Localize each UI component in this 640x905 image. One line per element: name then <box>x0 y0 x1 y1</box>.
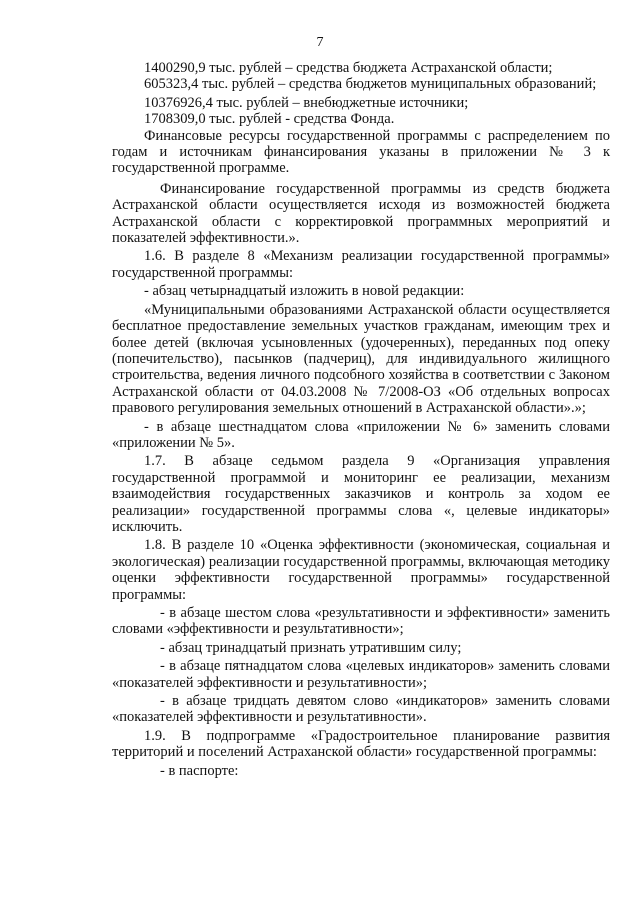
paragraph-abzac-15: - в абзаце пятнадцатом слова «целевых индикаторов» заменить словами «показателей эффективности и результативности»; <box>112 658 610 691</box>
paragraph-abzac-13: - абзац тринадцатый признать утратившим силу; <box>160 639 462 656</box>
document-body <box>112 60 610 779</box>
paragraph-abzac-6: - в абзаце шестом слова «результативности и эффективности» заменить словами «эффективности и результативности»; <box>112 605 610 638</box>
page-number: 7 <box>316 35 324 50</box>
paragraph-abzac-14: - абзац четырнадцатый изложить в новой редакции: <box>144 283 465 300</box>
paragraph-budget-astrakhan: 1400290,9 тыс. рублей – средства бюджета Астраханской области; <box>144 60 553 76</box>
paragraph-financing-budget: Финансирование государственной программы из средств бюджета Астраханской области осуществляется исходя из возможностей бюджета Астраханской области с корректировкой программных мероприятий и показателей эффективности.». <box>112 180 610 247</box>
paragraph-section-9: 1.7. В абзаце седьмом раздела 9 «Организация управления государственной программой и мониторинг ее реализации, механизм взаимодействия государственных заказчиков и контроль за ходом ее реализации» государственной программы слова «, целевые индикаторы» исключить. <box>112 453 610 535</box>
paragraph-subprogram: 1.9. В подпрограмме «Градостроительное планирование развития территорий и поселений Астраханской области» государственной программы: <box>112 727 610 761</box>
paragraph-fund: 1708309,0 тыс. рублей - средства Фонда. <box>144 111 395 128</box>
paragraph-abzac-39: - в абзаце тридцать девятом слово «индикаторов» заменить словами «показателей эффективности и результативности». <box>112 693 610 726</box>
paragraph-extrabudgetary: 10376926,4 тыс. рублей – внебюджетные источники; <box>144 94 469 111</box>
paragraph-passport: - в паспорте: <box>160 762 239 779</box>
paragraph-financial-resources: Финансовые ресурсы государственной программы с распределением по годам и источникам финансирования указаны в приложении № 3 к государственной программе. <box>112 127 610 177</box>
paragraph-budget-municipal: 605323,4 тыс. рублей – средства бюджетов муниципальных образований; <box>144 76 597 93</box>
paragraph-land-quote: «Муниципальными образованиями Астраханской области осуществляется бесплатное предоставление земельных участков гражданам, имеющим трех и более детей (включая усыновленных (удочеренных), переданных под опеку (попечительство), пасынков (падчериц), для индивидуального жилищного строительства, ведения личного подсобного хозяйства в соответствии с Законом Астраханской области от 04.03.2008 № 7/2008-ОЗ «Об отдельных вопросах правового регулирования земельных отношений в Астраханской области».»; <box>112 301 610 417</box>
paragraph-section-10: 1.8. В разделе 10 «Оценка эффективности (экономическая, социальная и экологическая) реализации государственной программы, включающая методику оценки эффективности государственной программы» государственной программы: <box>112 537 610 603</box>
paragraph-abzac-16: - в абзаце шестнадцатом слова «приложении № 6» заменить словами «приложении № 5». <box>112 418 610 451</box>
paragraph-section-8: 1.6. В разделе 8 «Механизм реализации государственной программы» государственной программы: <box>112 248 610 281</box>
